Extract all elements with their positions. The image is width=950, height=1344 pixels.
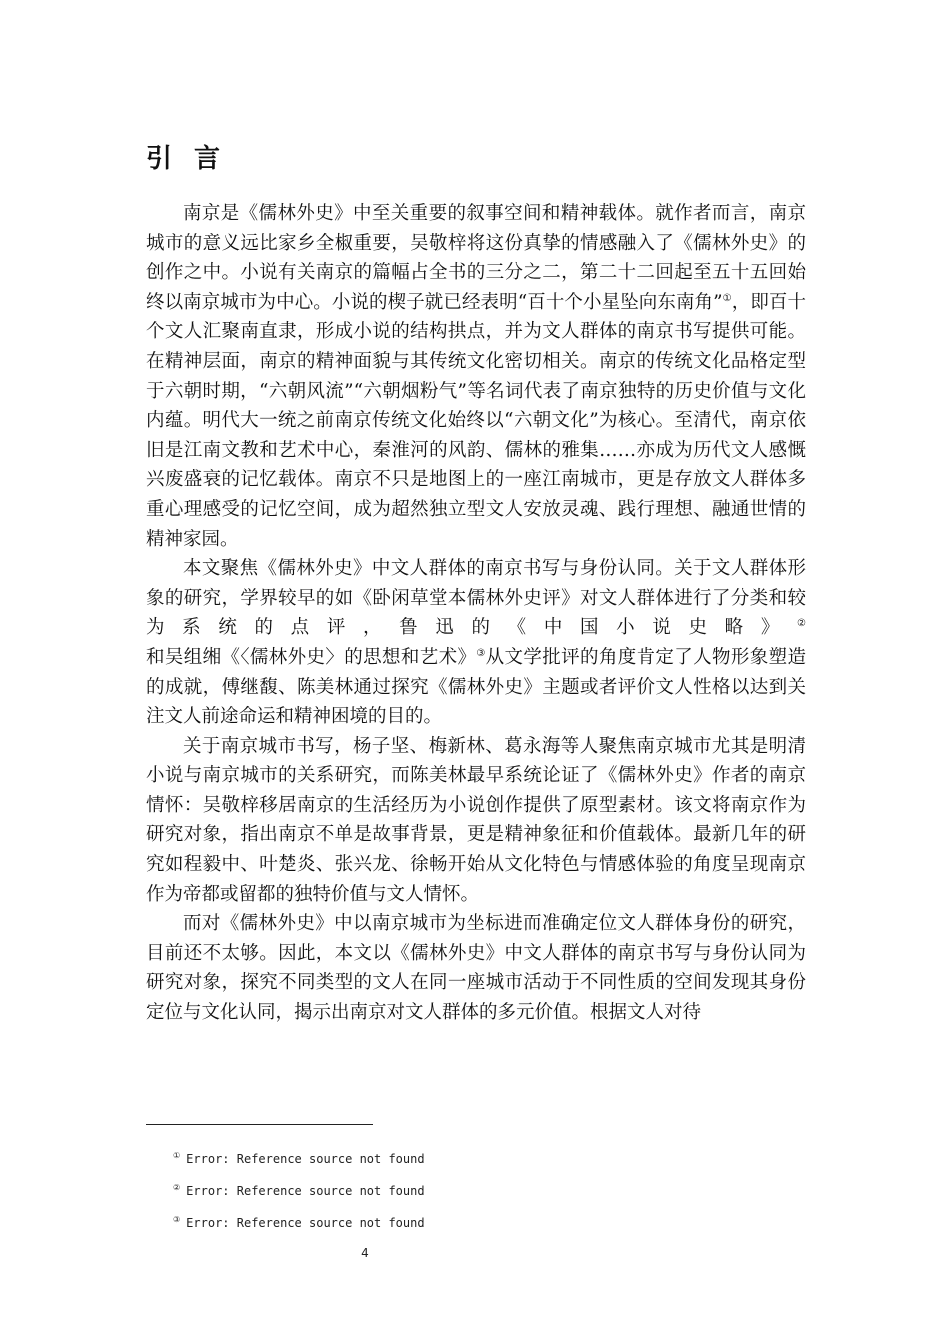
body-text — [146, 199, 806, 1028]
text-run: 从文学批评的角度肯定了人物形象塑造的成就，傅继馥、陈美林通过探究《儒林外史》主题或者评价文人性格以达到关注文人前途命运和精神困境的目的。 — [146, 646, 806, 728]
footnote-2 — [173, 1175, 773, 1207]
footnotes — [173, 1143, 773, 1239]
footnote-3 — [173, 1207, 773, 1239]
footnote-ref[interactable]: ③ — [476, 647, 486, 659]
footnote-mark: ③ — [173, 1215, 181, 1224]
footnote-text: Error: Reference source not found — [186, 1216, 425, 1230]
page-number: 4 — [361, 1246, 369, 1260]
text-run: 南京是《儒林外史》中至关重要的叙事空间和精神载体。就作者而言，南京城市的意义远比家乡全椒重要，吴敬梓将这份真挚的情感融入了《儒林外史》的创作之中。小说有关南京的篇幅占全书的三分之二，第二十二回起至五十五回始终以南京城市为中心。小说的楔子就已经表明“百十个小星坠向东南角” — [146, 203, 806, 313]
footnote-ref[interactable]: ② — [797, 618, 806, 630]
text-run: 而对《儒林外史》中以南京城市为坐标进而准确定位文人群体身份的研究，目前还不太够。因此，本文以《儒林外史》中文人群体的南京书写与身份认同为研究对象，探究不同类型的文人在同一座城市活动于不同性质的空间发现其身份定位与文化认同，揭示出南京对文人群体的多元价值。根据文人对待 — [146, 913, 806, 1024]
footnote-ref[interactable]: ① — [722, 292, 732, 304]
text-run: 关于南京城市书写，杨子坚、梅新林、葛永海等人聚焦南京城市尤其是明清小说与南京城市的关系研究，而陈美林最早系统论证了《儒林外史》作者的南京情怀：吴敬梓移居南京的生活经历为小说创作提供了原型素材。该文将南京作为研究对象，指出南京不单是故事背景，更是精神象征和价值载体。最新几年的研究如程毅中、叶楚炎、张兴龙、徐畅开始从文化特色与情感体验的角度呈现南京作为帝都或留都的独特价值与文人情怀。 — [146, 735, 806, 905]
paragraph-2 — [146, 554, 806, 732]
paragraph-4 — [146, 909, 806, 1027]
footnote-mark: ① — [173, 1151, 181, 1160]
footnote-1 — [173, 1143, 773, 1175]
footnote-text: Error: Reference source not found — [186, 1152, 425, 1166]
section-heading: 引言 — [146, 144, 243, 174]
text-run: 和吴组缃《〈儒林外史〉的思想和艺术》 — [146, 646, 477, 668]
footnote-mark: ② — [173, 1183, 181, 1192]
text-run: 本文聚焦《儒林外史》中文人群体的南京书写与身份认同。关于文人群体形象的研究，学界较早的如《卧闲草堂本儒林外史评》对文人群体进行了分类和较为系统的点评，鲁迅的《中国小说史略》 — [146, 558, 806, 639]
footnote-text: Error: Reference source not found — [186, 1184, 425, 1198]
text-run: ，即百十个文人汇聚南直隶，形成小说的结构拱点，并为文人群体的南京书写提供可能。在精神层面，南京的精神面貌与其传统文化密切相关。南京的传统文化品格定型于六朝时期，“六朝风流”“六朝烟粉气”等名词代表了南京独特的历史价值与文化内蕴。明代大一统之前南京传统文化始终以“六朝文化”为核心。至清代，南京依旧是江南文教和艺术中心，秦淮河的风韵、儒林的雅集……亦成为历代文人感慨兴废盛衰的记忆载体。南京不只是地图上的一座江南城市，更是存放文人群体多重心理感受的记忆空间，成为超然独立型文人安放灵魂、践行理想、融通世情的精神家园。 — [146, 291, 806, 550]
paragraph-1 — [146, 199, 806, 554]
paragraph-3 — [146, 732, 806, 910]
footnote-separator — [146, 1124, 373, 1125]
